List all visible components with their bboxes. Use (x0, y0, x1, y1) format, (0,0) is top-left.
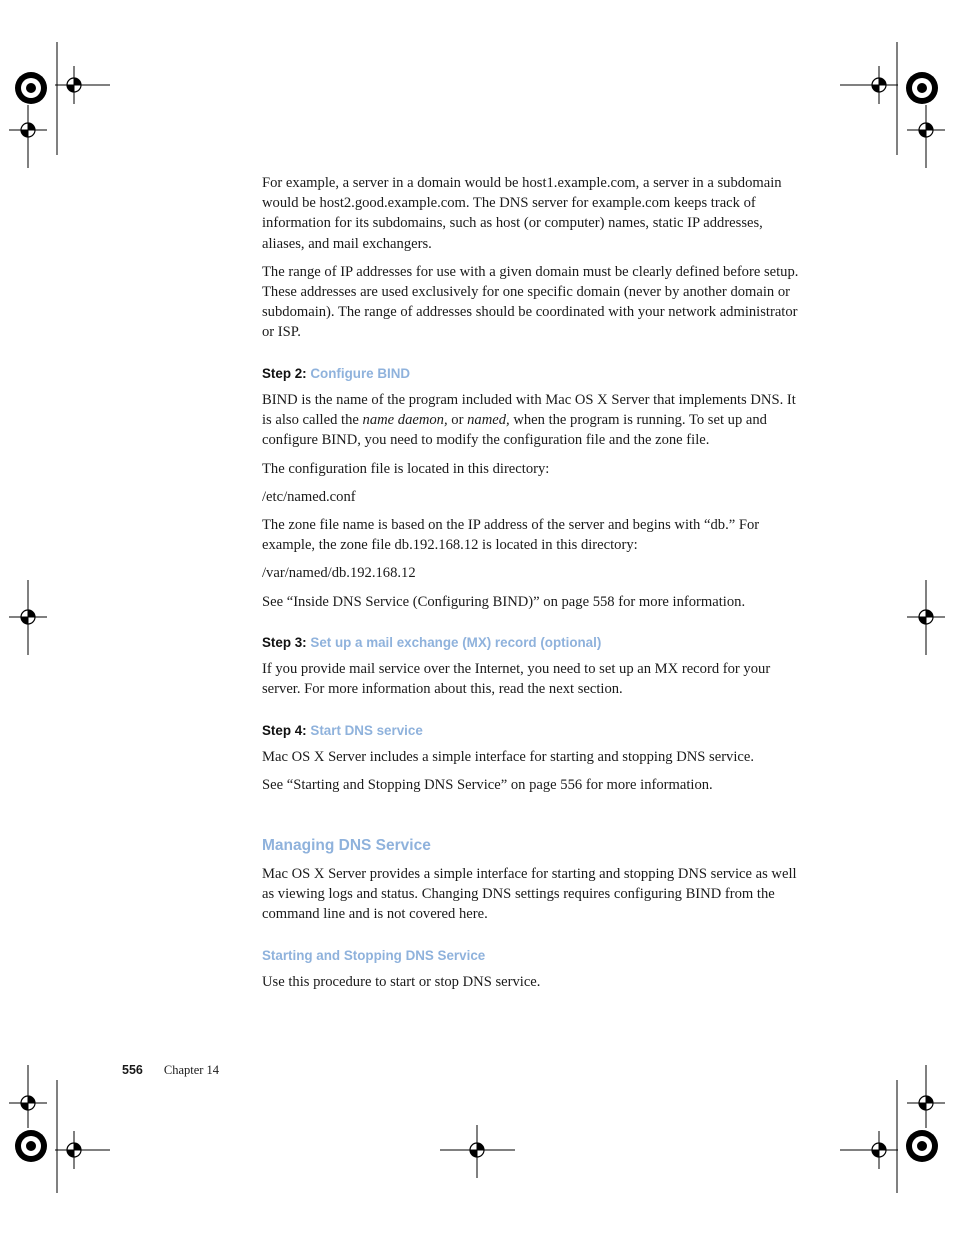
zone-path: /var/named/db.192.168.12 (262, 565, 416, 582)
step-3-body (262, 659, 807, 699)
step-2-paragraph-4: See “Inside DNS Service (Configuring BIND)” on page 558 for more information. (262, 593, 746, 610)
step-4-body (262, 747, 807, 795)
page-footer (122, 1063, 219, 1078)
starting-paragraph-1: Use this procedure to start or stop DNS service. (262, 974, 541, 990)
step-2-body (262, 390, 807, 612)
intro-paragraph-1: For example, a server in a domain would be host1.example.com, a server in a subdomain would be host2.good.example.com. The DNS server for example.com keeps track of information for its subdomains, such as host (or computer) names, static IP addresses, aliases, and mail exchangers. (262, 175, 782, 252)
step-4-heading (262, 723, 423, 739)
step-4-paragraph-2: See “Starting and Stopping DNS Service” on page 556 for more information. (262, 777, 713, 794)
intro-paragraph-2: The range of IP addresses for use with a given domain must be clearly defined before setup. These addresses are used exclusively for one specific domain (never by another domain or subdomain). The range of addresses should be coordinated with your network administrator or ISP. (262, 263, 799, 341)
step-2-title: Configure BIND (310, 366, 411, 381)
step-2-heading (262, 366, 410, 382)
managing-paragraph-1: Mac OS X Server provides a simple interface for starting and stopping DNS service as well as viewing logs and status. Changing DNS settings requires configuring BIND from the command line and is not covered here. (262, 866, 797, 923)
step-4-title: Start DNS service (310, 723, 423, 738)
step-3-heading (262, 635, 601, 651)
step-2-paragraph-1: BIND is the name of the program included with Mac OS X Server that implements DNS. It is also called the name daemon, or named, when the program is running. To set up and configure BIND, you need to modify the configuration file and the zone file. (262, 392, 796, 449)
step-2-label: Step 2: (262, 366, 307, 381)
managing-body (262, 864, 807, 925)
step-2-paragraph-3: The zone file name is based on the IP address of the server and begins with “db.” For example, the zone file db.192.168.12 is located in this directory: (262, 517, 760, 554)
step-4-label: Step 4: (262, 723, 307, 738)
step-3-title: Set up a mail exchange (MX) record (optional) (310, 635, 602, 650)
managing-heading: Managing DNS Service (262, 837, 431, 854)
step-4-paragraph-1: Mac OS X Server includes a simple interface for starting and stopping DNS service. (262, 749, 755, 765)
intro (262, 173, 807, 343)
page-number: 556 (122, 1063, 143, 1077)
step-3-label: Step 3: (262, 635, 307, 650)
starting-body (262, 972, 807, 992)
step-3-paragraph-1: If you provide mail service over the Internet, you need to set up an MX record for your server. For more information about this, read the next section. (262, 661, 771, 698)
chapter-label: Chapter 14 (163, 1063, 220, 1077)
step-2-paragraph-2: The configuration file is located in this directory: (262, 460, 550, 477)
starting-heading: Starting and Stopping DNS Service (262, 948, 486, 963)
config-path: /etc/named.conf (262, 488, 356, 505)
